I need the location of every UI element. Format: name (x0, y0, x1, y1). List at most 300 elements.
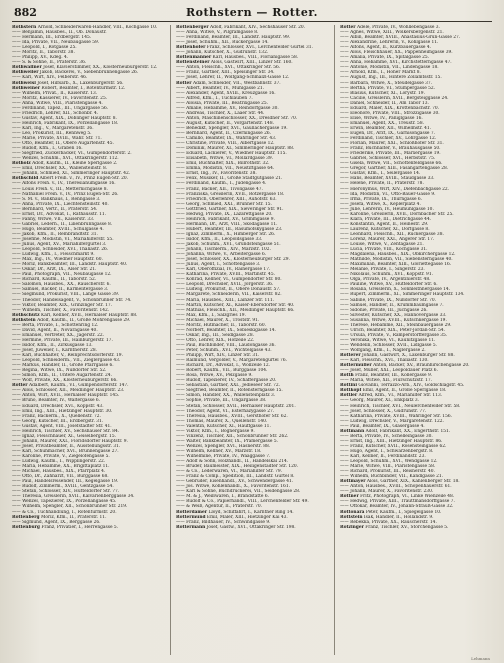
page-number: 882 (14, 6, 37, 19)
directory-entry: —— Wenzel, Spengler, XVI., Hasnerstr. 88. (176, 443, 271, 449)
directory-entry: —— Leopold, Schneider, XVI., Thaliastr. 26. (12, 247, 109, 253)
directory-entry: —— Louise, Witwe, V., Zentagasse 21. (340, 242, 424, 248)
directory-entry: —— Elise, Witwe, IV., Paniglgasse 16. (340, 115, 423, 121)
directory-entry: —— Rosalia, Greislerin, X., Sonnleithnergasse 14. (340, 287, 451, 293)
directory-entry: —— Benjamin, Hausbes., II., Ob. Donaustr. (12, 30, 107, 36)
directory-entry: —— Klara, Private, III., Dietrichgasse 44. (340, 216, 432, 222)
directory-entry: —— Konrad, Kellner, VI., Gumpendorfer Str. 80. (176, 277, 282, 283)
directory-entry: Rottensteiner Alois, Gastwirt, XIII., Linzer Str. 160. (176, 60, 293, 66)
directory-entry: —— August, Ing., III., Hintere Zollamtsstr. 15. (340, 75, 442, 81)
directory-entry: —— Helene, Private, II., Praterstr. 78. (340, 181, 424, 187)
page-header (12, 6, 492, 20)
directory-entry: —— Johann, Tischlerm., XIV., Märzstr. 102. (176, 247, 271, 253)
directory-entry: —— Richard, Dr., Advokat, I., Wollzeile 12. (176, 363, 271, 369)
directory-entry: —— Gottfried, Gärtner, XIX., Sieveringer Str. 91. (176, 206, 284, 212)
directory-entry: —— Josef, Lehrer, II., Wolfgang-Schmälzl-Gasse 12. (176, 75, 290, 81)
directory-entry: —— Richard, Prokurist, III., Reisnerstr. 40. (340, 469, 435, 475)
directory-entry: —— Paul, Buchbinder, VIII., Laudongasse 36. (176, 342, 276, 348)
directory-entry: —— Theresia, Hausbes., XVIII., Gersthofer Str. 62. (176, 413, 288, 419)
directory-entry: —— Peter, Schuhm., XVI., Wichtelgasse 43. (176, 348, 272, 353)
directory-entry: —— Johanna, Witwe, V., Arbeitergasse 6. (176, 252, 267, 258)
directory-entry: —— Richard, Kaufm., II., Taborstr. 52. (12, 277, 97, 283)
directory-entry: —— Heinrich, Fabrikant, XV., Grimmgasse 9. (176, 216, 275, 222)
directory-entry: Rothstein Adolf, Kaufm., II., Große Mohrengasse 29. (12, 317, 131, 323)
directory-entry: —— Eleonore, Private, VIII., Strozzigasse 30. (340, 110, 440, 116)
directory-entry: Rothweiler Jakob, Bäckerei, V., Siebenbrunnengasse 26. (12, 70, 139, 76)
directory-entry: —— Felix, Musiker, II., Große Stadtgutgasse 21. (176, 176, 283, 182)
directory-entry: —— Ernst, Ing., IV., Favoritenstr. 38. (176, 171, 257, 177)
directory-entry: —— Rudolf, Tapezierer, IV., Schäffergasse 20. (176, 378, 277, 384)
directory-entry: —— Laurenz, Kutscher, XI., Dorfgasse 8. (340, 226, 430, 232)
directory-entry: —— Aloisia, Private, III., Beatrixgasse 25. (176, 100, 269, 106)
directory-entry: —— Emma, Modistin, VII., Neustiftgasse 64. (176, 166, 275, 172)
directory-entry: —— Rudolf & Co., Papierhandl., VIII., Lerchenfelder Str. 49. (176, 499, 309, 505)
directory-entry: —— Hedwig, Private, IX., Lazarettgasse 20. (176, 211, 273, 217)
directory-entry: —— Silvester, Kutscher, XX., Hannovergasse 33. (340, 312, 447, 318)
directory-entry: —— Stefan, Schlosser, XVII., Hernalser Hauptstr. 201. (176, 403, 296, 409)
directory-entry: —— Arnold, Kfm., I., Hoher Markt 8. (340, 70, 421, 76)
directory-entry: —— Simon, Händler, XX., Wallensteinplatz 3. (176, 393, 276, 399)
directory-entry: —— Heinrich, Tischler, XVI., Neulerchenfelder Str. 58. (340, 403, 461, 409)
directory-entry: —— Josefa, Witwe, X., Keplerplatz 4. (340, 201, 421, 207)
directory-entry: —— Julie, Lehrerin, IV., Heumühlgasse 10. (340, 206, 434, 212)
directory-entry: —— Samuel, Händler, II., Krummbaumgasse 7. (340, 302, 444, 308)
directory-entry: —— Josef, Juwelier, I., Kärntnerstr. 28. (12, 348, 97, 353)
directory-entry: —— Therese, Hebamme, XII., Steinbauergasse 29. (340, 322, 452, 328)
directory-entry: —— Alois, Fleischhauer, XX., Pappenheimgasse 39. (340, 50, 453, 56)
directory-entry: —— Amalie, Hebamme, XV., Reindorfgasse 30. (176, 105, 279, 111)
directory-entry: —— Julius, Agent, XV., Mariahilfergürtel 3. (12, 242, 107, 248)
directory-entry: —— Franziska, Greislerin, XVII., Rötzergasse 18. (176, 191, 285, 197)
directory-entry: —— Jakob, Schuhm., XVI., Grundsteingasse 51. (176, 242, 281, 248)
directory-entry: —— Wilhelm, Spengler, XII., Schönbrunner Str. 219. (12, 504, 128, 510)
directory-entry: Rottermann Josef, Gastw., XVI., Ottakringer Str. 198. (176, 524, 296, 530)
directory-entry: —— Ignaz, Fleischhauer, XI., Geiselbergstr. 15. (12, 433, 116, 439)
directory-entry: —— Karl, Oberoffizial, IV., Rainergasse 17. (176, 267, 271, 273)
directory-entry: —— Paul, Photograph, VII., Neubaugasse 12. (12, 272, 112, 278)
directory-entry: —— Veronika, Witwe, VI., Kaunitzgasse 11. (340, 337, 436, 343)
directory-entry: —— Max, Ing., IV., Wiedner Hauptstr. 60. (12, 257, 103, 263)
directory-entry: —— Albert, Beamter, IV., Mühlgasse 21. (176, 85, 265, 91)
directory-entry: Rottenberger Adolf, Fabrikant, XIV., Sechshauser Str. 20. (176, 25, 305, 30)
directory-entry: —— Otto, Lehrer, XIX., Hofzeile 22. (176, 337, 255, 343)
directory-entry: —— Margarete, Schneiderin, VII., Kaiserstr. 82. (176, 292, 282, 298)
directory-entry: —— Josefine, Modistin, VI., Mariahilferstr. 55. (12, 236, 114, 242)
directory-entry: —— Samuel, Bäcker, II., Karmelitergasse 3. (12, 287, 109, 293)
directory-entry: —— Lucia, Private, VIII., Kochgasse 31. (340, 247, 428, 253)
directory-entry: —— Ludwig, Kaufm., I., Wipplingerstr. 22. (12, 459, 106, 465)
directory-entry: —— Michael, Hausbes., XIX., Pfarrplatz 4. (12, 469, 106, 475)
directory-entry: —— Lorenz, Maurer, XXI., Angerer Str. 17. (340, 236, 435, 242)
directory-entry: —— Melanie, Private, I., Singerstr. 23. (340, 267, 425, 273)
directory-entry: —— Sidonie, Private, III., Juchgasse 26. (340, 307, 428, 313)
directory-entry: —— Franz, Bildhauer, IV., Schwindgasse 9. (176, 519, 271, 525)
directory-entry: —— Wolfgang, Kfm., I., Naglergasse 2. (340, 348, 426, 353)
directory-entry: Rottonara Peter, Kaufm., I., Spiegelgasse 10. (340, 509, 442, 515)
directory-entry: —— Emil, Buchhalter, XIX., Billrothstr. 32. (176, 161, 270, 167)
directory-entry: Rotter Adalbert, Kaufm., VI., Gumpendorferstr. 147. (12, 383, 129, 389)
directory-entry: —— Otto, Dr., Zahnarzt, VII., Burggasse 68. (12, 474, 109, 480)
directory-entry: —— Ludwig, Prokurist, II., Obere Donaustr. 57. (176, 287, 281, 293)
directory-entry: —— Eduard, Lackierer, V., Wiedner Hauptstr. 115. (176, 151, 287, 157)
directory-entry: —— Jos. Witwe, Kohlenhandl., X., Favoritenstr. 161. (176, 484, 290, 490)
directory-entry: —— Bruno, Beamter, IV., Waltergasse 6. (12, 398, 101, 404)
directory-entry: Rottstein Isak, Händler, II., Hollandstr. 9. (340, 514, 434, 520)
directory-entry: Rotzinger Franz, Tischler, XV., Storchengasse 5. (340, 524, 449, 530)
directory-entry: —— Theodor, Handelsagent, V., Schönbrunner Str. 74. (12, 297, 132, 303)
directory-entry: —— Agnes, Witwe, XIII., Wolkersbergenstr. 21. (340, 30, 444, 36)
directory-entry: —— Ernst, Dr., Advokat, I., Rathausstr. 11. (12, 211, 107, 217)
directory-entry: —— Alfons, Agent, II., Kurzbauergasse 4. (340, 45, 432, 51)
directory-entry: —— Friedrich, Oberlehrer, XIII., Auhofstr. 63. (176, 196, 277, 202)
directory-entry: —— Moriz, Bankbeamter, III., Landstr. Hauptstr. 40. (12, 262, 128, 268)
directory-entry: —— Josef, Privatbeamter, II., Ausstellungsstr. 31. (12, 443, 121, 449)
directory-entry: —— Sebastian, Gärtner, XXI., Jedleseer Str. 72. (176, 383, 281, 389)
directory-entry: —— Otto, Beamter, II., Obere Augartenstr. 45. (12, 141, 114, 147)
directory-entry: Rottermund Emil, Maler, XIII., Hietzinger Kai 43. (176, 514, 288, 520)
directory-entry: —— Heinrich, Fabrikant, IX., Porzellangasse 18. (12, 120, 119, 126)
directory-entry: —— Daniel, Schneider, II., Am Tabor 13. (340, 100, 429, 106)
directory-entry: —— Maximilian, Beamter, XIII., Gloriettegasse 16. (340, 262, 452, 268)
directory-entry: —— Emanuel, Vertreter, XX., Jägerstr. 22. (12, 332, 105, 338)
directory-entry: —— Michael, Maurer, X., Troststr. 91. (176, 317, 260, 323)
directory-entry: —— Gabriel, Lederh., II., Lilienbrunngasse 8. (12, 221, 113, 227)
directory-entry: —— Rebekka, Private, XX., Rauscherstr. 14. (340, 519, 437, 525)
directory-entry: —— Wenzel, Schuhm., XVI., Ottakringerstr. 112. (12, 156, 119, 162)
directory-entry: Rothschütz Karl, Kellner, XVII., Hernalser Hauptstr. 88. (12, 312, 138, 318)
directory-entry: —— Anton, Fleischh., XVI., Ottakringer Str. 56. (176, 65, 281, 71)
directory-entry: —— Robert, Kaufm., VII., Burggasse 104. (176, 368, 268, 374)
directory-entry: —— Ignaz, Zimmerm., X., Himberger Str. 26. (176, 231, 276, 237)
directory-entry: —— S. M. v., Bankhaus, I., Renngasse 3. (12, 196, 101, 202)
directory-entry: —— Dominik, Maurer, XI., Simmeringer Hauptstr. 88. (176, 146, 295, 152)
directory-entry: —— Hieronymus, Wirt, XIV., Diefenbachgasse 22. (340, 186, 450, 192)
directory-entry: —— Rosa, Witwe, XV., Pelzgasse 9. (176, 373, 253, 379)
directory-entry: —— S. & Söhne, II., Praterstr. 36. (12, 60, 87, 66)
directory-entry: Rothschild Albert Freih. v., IV., Prinz Eugen-Str. 20. (12, 176, 129, 182)
directory-entry: Rottermüller Anton, Bäcker, XV., Braunhirschengasse 20. (340, 363, 470, 369)
directory-entry: —— Erwin, Beamter, XII., Wilhelmstr. 41. (340, 125, 432, 131)
directory-entry: —— Franz, Kutscher, XVII., Rosensteingasse 62. (340, 443, 447, 449)
directory-entry: —— Georg, Schmied, XXI., Brünner Str. 15. (176, 201, 272, 207)
directory-entry: —— Hugo, Agent, I., Schwarzenbergstr. 8. (340, 448, 434, 454)
directory-entry: —— Adolf & Sohn, Holzhandl., II., Handelskai 214. (176, 459, 289, 465)
directory-entry: —— Berta, Private, I., Schottenring 12. (12, 322, 99, 328)
directory-entry: —— Hermine, Private, III., Hainburgerstr. 17. (12, 337, 113, 343)
directory-entry: Rottenberg Moriz, Kfm., II., Praterstr. 11. (12, 514, 107, 520)
directory-entry: —— Heinrich, Tischler, XV., Sechshauser Str. 84. (12, 428, 120, 434)
directory-entry: —— Anna, Witwe, V., Pilgramgasse 8. (176, 30, 259, 36)
directory-entry: —— Karl, Wirt, XIV., Felberstr. 46. (12, 75, 88, 81)
directory-entry: —— Leopold, Schneiderm., VII., Zieglergasse 43. (12, 358, 121, 364)
directory-entry: —— Antonie, Modistin, VII., Lindengasse 18. (340, 65, 439, 71)
directory-entry: —— Moritz, Kassierer, IV., Favoritenstr. 25. (12, 95, 108, 101)
directory-entry: —— Josef, Schlosser, XX., Klosterneuburger Str. 29. (176, 257, 290, 263)
directory-entry: —— Katharina, Private, XVIII., Währinger Str. 156. (340, 413, 452, 419)
directory-entry: —— Stefan, Schlosser, XIV., Hütteldorfer Str. 77. (12, 489, 120, 495)
directory-entry: —— Ottokar, Beamter, IV., Johann-Strauß-Gasse 32. (340, 504, 454, 510)
directory-entry: —— Josef, Schuhm., XII., Ruckergasse 14. (176, 40, 269, 46)
directory-entry: —— Anton, Wirt, XVII., Hernalser Hauptstr. 145. (12, 393, 120, 399)
directory-entry: —— Ernst, Ing., XIII., Hietzinger Hauptstr. 86. (340, 438, 443, 444)
directory-entry: —— Wilhelm, Privat., II., Kaiserstr. 13. (12, 90, 98, 96)
directory-entry: —— Ludwig, Kfm., I., Fleischmarkt 9. (12, 252, 95, 258)
directory-entry: —— Alfred, Kfm., I., Tuchlauben 7. (176, 95, 253, 101)
directory-entry: —— Alois, Schlosser, XII., Meidlinger Hauptstr. 23. (12, 388, 125, 394)
directory-entry: —— Karoline, Private, V., Ziegelofengasse 5. (12, 453, 110, 459)
directory-entry: —— Wendelin, Schlosser, XVII., Lidlgasse 5. (340, 342, 438, 348)
column-middle (170, 25, 328, 655)
directory-entry: —— Rudolf, Zimmerm., XVIII., Gentzgasse 54. (12, 484, 114, 490)
directory-entry: —— Elisabeth, Witwe, VI., Mollardgasse 39. (176, 156, 274, 162)
directory-entry: —— Hans, Beamter, XVIII., Staudgasse 33. (340, 176, 435, 182)
directory-entry: —— Emil, Drechsler, XX., Wallensteinstr. 8. (12, 166, 108, 172)
directory-entry: Rottenmanner Karl, Hausbes., VIII., Florianigasse 58. (176, 55, 299, 61)
header-rule (12, 21, 492, 22)
directory-entry: —— Susanna, Witwe, XVIII., Kutschkergasse 19. (340, 317, 447, 323)
directory-entry: —— Karl, Fleischh., XVI., Thaliastr. 130. (340, 358, 429, 364)
column-right (334, 25, 492, 655)
directory-entry: —— Walter, Bankbeamter, IX., Pramergasse 5. (176, 438, 278, 444)
directory-entry: —— Berta, Private, IV., Schelleingasse 30. (340, 433, 433, 439)
directory-entry: —— Fanny, Witwe, VII., Kaiserstr. 33. (12, 216, 95, 222)
directory-entry: —— Anna, Hebamme, XVI., Kirchstetterngasse 47. (340, 60, 452, 66)
directory-entry: —— Camillo, Beamter, IX., Währinger Str. 43. (176, 136, 277, 142)
directory-entry: Rottner Fritz, Photograph, VI., Linke Wienzeile 48. (340, 494, 455, 500)
footer-mark: Lehmann (471, 656, 490, 661)
directory-entry: —— Friederike, Private, III., Marxergasse 19. (340, 151, 441, 157)
directory-entry: —— Johann, Maurer, X., Favoritenstr. 230. (340, 489, 434, 495)
directory-entry: —— Friedrich, Lehrer, XII., Schönbr. 4. (12, 110, 99, 116)
directory-entry: —— Leonhard, Fleischh., XII., Ruckergasse 38. (340, 231, 444, 237)
directory-entry: Rothweiner Robert, Beamter, I., Rotenturmstr. 12. (12, 85, 126, 91)
directory-entry: —— Karl, Schuhmacher, XVI., Brunnengasse 27. (12, 448, 119, 454)
directory-entry: —— Mathias, Fleischh., XII., Meidlinger Hauptstr. 66. (176, 307, 295, 313)
directory-entry: —— Philipp, XV., Kdeg. 4. (12, 55, 69, 61)
directory-entry: —— Oskar, Ing., III., Seidlgasse 28. (176, 332, 254, 338)
directory-entry: Rothweisl Josef, Hilfsarb., X., Laxenburgerstr. 56. (12, 80, 124, 86)
directory-entry: —— Wolf, Private, XX., Klosterneuburgerstr. 66. (12, 378, 118, 384)
directory-entry: —— Nikolaus, Schuhm., XVI., Koppstr. 91. (340, 272, 433, 278)
directory-entry: —— M. & J., Weißwaren, I., Brandstätte 6. (176, 494, 270, 500)
directory-entry: —— Leopold, Schuhm., XVI., Wendgasse 12. (340, 459, 438, 465)
directory-entry: Rotholz Adolf, Kaufm., II., Kleine Sperlgasse 2. (12, 161, 118, 167)
directory-entry: —— Leo, Prokurist, III., Rennweg 5. (12, 130, 92, 136)
directory-entry: —— Olga, Private, IV., Argentinierstr. 48. (340, 277, 431, 283)
directory-entry: Rottler Alfred, Kfm., VI., Mariahilfer Str. 113. (340, 393, 443, 399)
directory-entry: —— Alexander, Agent, XVIII., Kreuzgasse 16. (176, 90, 276, 96)
directory-entry: —— Eduard, Drechsler, XVI., Koppstr. 43. (12, 403, 104, 409)
directory-entry: —— Sophie, Private, III., Ungargasse 38. (176, 398, 267, 404)
directory-entry: —— Gregor, Gärtner, XIII., Fasangartengasse 28. (340, 166, 449, 172)
directory-entry: —— Eugen, Dr., Arzt, IX., Garnisongasse 7. (340, 130, 436, 136)
directory-entry: —— Regina, Witwe, IX., Nußdorfer Str. 52. (12, 368, 107, 374)
directory-entry: —— Hubert, Beamter, III., Rasumofskygasse 23. (176, 226, 283, 232)
directory-entry: Rottenburg Franz, Privatier, I., Herrengasse 5. (12, 524, 119, 530)
directory-entry: —— Gebrüder, Eisenhandl., XV., Schwendergasse 41. (176, 479, 294, 485)
directory-entry: —— Jakob, Kfm., II., Rembrandtstr. 31. (12, 231, 98, 237)
directory-entry: —— Ida, Private, VII., Neubaugasse 59. (12, 40, 100, 46)
directory-entry: —— Isidor, Kfm., II., Leopoldsgasse 33. (176, 236, 263, 242)
directory-entry: —— Wenzel, Tapezierer, IX., Porzellangasse 45. (12, 499, 117, 505)
directory-entry: —— Martin, Kutscher, XI., Kaiser-Ebersdorfer Str. 40. (176, 302, 295, 308)
directory-entry: —— Johann, Kutscher, X., Gudrunstr. 132. (176, 50, 269, 56)
directory-entry: —— Georg, Maurer, XI., Enkplatz 3. (340, 398, 420, 404)
directory-entry: —— Philipp, Wirt, XIV., Linzer Str. 31. (176, 353, 260, 359)
directory-entry: —— Marie, Witwe, VIII., Piaristengasse 58. (340, 464, 436, 470)
directory-entry: —— Hermann, Dr., Arzt, VIII., Skodagasse 11. (176, 221, 278, 227)
directory-entry: —— Hugo, Beamter, XVIII., Schulgasse 4. (12, 226, 104, 232)
directory-entry: —— Georg, Kutscher, III., Erdbergstr. 31. (12, 418, 104, 424)
directory-entry: —— & Co., Lederwaren, VI., Mariahilfer Str. 79. (176, 469, 283, 475)
directory-entry: —— Johann, Maurer, XXI., Floridsdorfer Hauptstr. 9. (12, 438, 128, 444)
directory-entry: —— Simon, Kfm., II., Untere Augartenstr. 24. (12, 373, 112, 379)
directory-entry: Rothwallner Josef, Klavierstimmer, XX., Klosterneuburgerstr. 12. (12, 65, 158, 71)
directory-entry: —— Ludwig, Drechsler, V., Margaretenstr. 122. (340, 418, 444, 424)
directory-entry: —— Karl, Ing., V., Margaretenstr. 36. (12, 125, 94, 131)
directory-entry: —— Leopold, Drechsler, XVII., Jörgerstr. 36. (176, 282, 274, 288)
column-left (12, 25, 164, 655)
directory-entry: —— Franz, Bäckerm., X., Quellenstr. 72. (12, 413, 101, 419)
directory-entry: —— Anton, Hausbes., XVIII., Schopenhauerstr. 61. (340, 484, 452, 490)
directory-entry: —— Siegfried, Beamter, II., Rotensterngasse 15. (176, 388, 283, 394)
directory-entry: —— Gisela, Witwe, VII., Schottenfeldgasse 66. (340, 161, 443, 167)
directory-entry: —— Moritz, Hutmacher, II., Taborstr. 60. (176, 322, 267, 328)
directory-entry: —— Raimund, Vergolder, V., Margaretengürtel 76. (176, 358, 287, 364)
directory-entry: Rottmann Adolf, Fabrikant, XX., Engerthstr. 151. (340, 428, 451, 434)
directory-entry: —— Emil, Ing., XIII., Hietzinger Hauptstr. 30. (12, 408, 113, 414)
directory-entry: Rottmayer Alois, Gärtner, XIX., Kahlenberger Str. 18. (340, 479, 460, 485)
directory-entry: —— Anton, Maschinenschlosser, XX., Dresdner Str. 70. (176, 115, 298, 121)
directory-entry: —— Oskar, Dr., Arzt, IX., Alser Str. 21. (12, 267, 97, 273)
directory-entry: —— Eduard, Maler, XIX., Krottenbachstr. 70. (340, 105, 440, 111)
directory-entry: —— Isidor, Kfm., II., Zirkusgasse 13. (12, 342, 93, 348)
directory-entry: —— Paul, Beamter, IX., Glasergasse 4. (340, 423, 425, 429)
directory-entry: —— Rudolf, Kfm., I., Graben 16. (12, 146, 83, 152)
directory-entry: —— Cäcilie, Greislerin, XVII., Bergsteiggasse 24. (340, 95, 449, 101)
directory-entry: Rottini Giovanni, Terrazzo-Arb., XIV., Goldschlagstr. 45. (340, 383, 465, 389)
directory-entry: —— Bernhard, Vertr., II., Praterstr. 54. (12, 206, 98, 212)
directory-entry: —— Maria, Hausbes., XIII., Lainzer Str. 111. (176, 297, 275, 303)
directory-entry: —— Hermann, III., Erdbergstr. 145. (12, 35, 92, 41)
directory-entry: —— Wilhelmine, Private, IV., Waaggasse 7. (176, 453, 271, 459)
directory-entry: —— Marie, Private, XVIII., Währ. Str. 71. (12, 136, 102, 142)
directory-entry: —— Rupert, Zimmerm., XI., Simmeringer Hauptstr. 134. (340, 292, 465, 298)
directory-entry: —— Siegfried, Zuckerbäcker, VI., Gumpendorferstr. 2. (12, 151, 132, 157)
directory-entry: —— Valentin, Kutscher, XI., Hauffgasse 11. (176, 423, 271, 429)
directory-entry: —— & Co., Tuchhandlung, I., Rotenturmstr. 20. (12, 509, 117, 515)
directory-entry: —— Irma, Private, IX., Thurngasse 6. (340, 196, 423, 202)
directory-entry: Rotth Franz, Beamter, III., Kollergasse 9. (340, 373, 433, 379)
directory-entry: —— Theresia, Greislerin, XVII., Kalvarienberggasse 34. (12, 494, 135, 500)
directory-entry: —— Gustav, Agent, XIX., Döblinger Hauptstr. 8. (12, 115, 117, 121)
directory-entry: —— Ulrich, Beamter, XIX., Peter-Jordan-Str. 54. (340, 327, 445, 333)
directory-entry: —— Viktor, Beamter, XIX., Grinzinger Str. 17. (12, 302, 113, 308)
directory-entry: —— Brüder, Baumeister, XIX., Heiligenstädter Str. 120. (176, 464, 298, 470)
directory-entry: —— Vinzenz, Tischler, XII., Schönbrunner Str. 262. (176, 433, 289, 439)
directory-entry: —— Thomas, Maurer, X., Quellenstr. 140. (176, 418, 268, 424)
directory-entry: —— Johann, Schmied, XI., Simmeringer Hauptstr. 42. (12, 171, 131, 177)
directory-entry: Rotter Adam, Schneider, VII., Westbahnstr. 37. (176, 80, 281, 86)
directory-entry: —— Wilhelm, Kellner, XV., Märzstr. 18. (176, 448, 262, 454)
directory-entry: —— Anna, Witwe, VIII., Piaristengasse 4. (12, 100, 103, 106)
directory-entry: —— Bertha, Private, VI., Stumpergasse 52. (340, 85, 436, 91)
directory-entry: —— Konstantin, Agent, II., Heinestr. 29. (340, 221, 429, 227)
directory-entry: —— David, Agent, II., Novaragasse 40. (12, 327, 98, 333)
directory-entry: —— Alfons Freih. v., IV., Theresianumgasse 16. (12, 181, 116, 187)
directory-entry: —— Bernhard, Agent, II., Czerningasse 26. (176, 130, 272, 136)
directory-entry: —— Julius, Agent, I., Schottengasse 3. (176, 262, 261, 268)
directory-entry: Rotterer Johann, Gastwirt, X., Laxenburger Str. 88. (340, 353, 455, 359)
directory-entry: —— Viktor, Kfm., I., Bognergasse 9. (176, 428, 255, 434)
directory-entry: —— Markus, Händler, II., Große Pfarrgasse 6. (12, 363, 114, 369)
directory-entry: —— Blasius, Kutscher, XI., Lorystr. 19. (340, 90, 425, 96)
directory-entry: —— Anna, Private, IX., Liechtensteinstr. 40. (12, 201, 109, 207)
directory-entry: —— Emanuel, Agent, XX., Treustr. 58. (340, 120, 424, 126)
directory-entry: —— Ida, Modistin, VI., Otto-Bauer-Gasse 9. (340, 191, 436, 197)
directory-entry: —— Sigmund, Agent, IX., Berggasse 26. (12, 519, 101, 525)
directory-entry: Rotter Adele, Private, IV., Wohllebengasse 3. (340, 25, 440, 30)
directory-entry: —— Maria, Witwe, XII., Flurschützstr. 17. (340, 378, 432, 384)
directory-entry: —— Christine, Private, VIII., Albertgasse 12. (176, 141, 275, 147)
directory-entry: —— Gabriel, Schlosser, XVI., Herbststr. 75. (340, 156, 436, 162)
directory-entry: —— Wilhelm, Buchbinder, VII., Kandlgasse 21. (340, 474, 443, 480)
directory-entry: —— Salomon, Hausbes., XX., Rauscherstr. 6. (12, 282, 111, 288)
directory-entry: —— Karl & Söhne, Buchdruckerei, VII., Seidengasse 28. (176, 489, 301, 495)
directory-entry: —— Louis Freih. v., III., Metternichgasse 8. (12, 186, 108, 192)
directory-entry: Rotterdamer Lloyd, Schiffahrt, I., Kärntner Ring 14. (176, 509, 294, 515)
directory-entry: —— Leopold, I., Rotgasse 25. (12, 45, 77, 51)
directory-entry: —— Paul, Handelsreisender, III., Kegelgasse 19. (12, 479, 119, 485)
directory-entry: —— Karl, Kellner, II., Ferdinandstr. 23. (340, 453, 426, 459)
directory-entry: —— Siegmund, Prokurist, VIII., Lange Gasse 39. (12, 292, 120, 298)
directory-entry: —— Nathaniel Freih. v., IV., Prinz Eugen-Str. 26. (12, 191, 119, 197)
directory-entry: —— August, Kutscher, II., Vorgartenstr. 148. (176, 120, 274, 126)
directory-entry: —— Ferdinand, Tapez., III., Ungargasse 56. (12, 105, 109, 111)
directory-entry: —— Josef, Müller, XXI., Leopoldauer Platz 6. (340, 368, 438, 374)
directory-entry: —— Ferdinand, Beamter, III., Landstr. Hauptstr. 99. (176, 35, 291, 41)
directory-entry: —— Gustav, Agent, VIII., Josefstädter Str. 41. (12, 423, 112, 429)
directory-entry: —— Pauline, Witwe, XV., Hütteldorfer Str. 6. (340, 282, 438, 288)
directory-entry: —— Magdalena, Hausbes., XIX., Obkirchergasse 12. (340, 252, 456, 258)
directory-entry: —— Ursula, Private, V., Ramperstorffergasse 35. (340, 332, 448, 338)
directory-entry: —— Florian, Maurer, XXI., Schloßhofer Str. 31. (340, 141, 444, 147)
directory-entry: —— Karl, Buchhalter, V., Reinprechtsdorferstr. 19. (12, 353, 123, 359)
directory-entry: —— Hedwig, Private, XIII., Trauttmansdorffgasse 7. (340, 499, 455, 505)
directory-entry: —— Franz & Comp., Spedition, III., Landstr. Gürtel 8. (176, 474, 295, 480)
directory-entry: Rothstern Arnold, Schneiderwaren-Händler, VIII., Kochgasse 10. (12, 25, 158, 30)
directory-entry: —— Franz, Bäcker, XII., Tivoligasse 47. (176, 186, 263, 192)
directory-entry: —— Norbert, Beamter, IX., Sobieskigasse 14. (176, 327, 276, 333)
directory-entry: Rottenhofer Franz, Schlosser, XVI., Lerchenfelder Gürtel 31. (176, 45, 313, 51)
directory-entry: —— Katharina, Private, XVIII., Martinstr. 45. (176, 272, 275, 278)
directory-entry: —— Wilhelm, Tischler, X., Favoritenstr. 142. (12, 307, 110, 313)
directory-entry: —— & Weiß, Agentur, II., Praterstr. 70. (176, 504, 263, 510)
directory-entry: —— Benedikt, Spengler, XVI., Gaullachergasse 19. (176, 125, 288, 131)
directory-entry: —— Mathilde, Modistin, VII., Siebensterngasse 40. (340, 257, 453, 263)
directory-entry: —— Gustav, Kfm., I., Seilergasse 14. (340, 171, 421, 177)
directory-entry: —— Ferdinand, Tischler, XV., Löhrgasse 12. (340, 136, 437, 142)
directory-entry: —— Alexandrine, Lehrerin, V., Kohlgasse 11. (340, 40, 439, 46)
directory-entry: —— Sabine, Private, IX., Nußdorfer Str. 70. (340, 297, 436, 303)
entry-columns (12, 25, 492, 655)
directory-entry: —— Moritz, II., Taborstr. 38. (12, 50, 75, 56)
directory-entry: —— Maria, Hebamme, XX., Brigittaplatz 11. (12, 464, 110, 470)
directory-entry: —— Barbara, Witwe, X., Steudelgasse 37. (340, 80, 433, 86)
directory-entry: —— Andreas, Tischler, X., Laaer Str. 44. (176, 110, 265, 116)
directory-entry: —— Theodor, Agent, VI., Esterházygasse 27. (176, 408, 275, 414)
directory-entry: —— Josef, Schlosser, X., Gudrunstr. 77. (340, 408, 427, 414)
